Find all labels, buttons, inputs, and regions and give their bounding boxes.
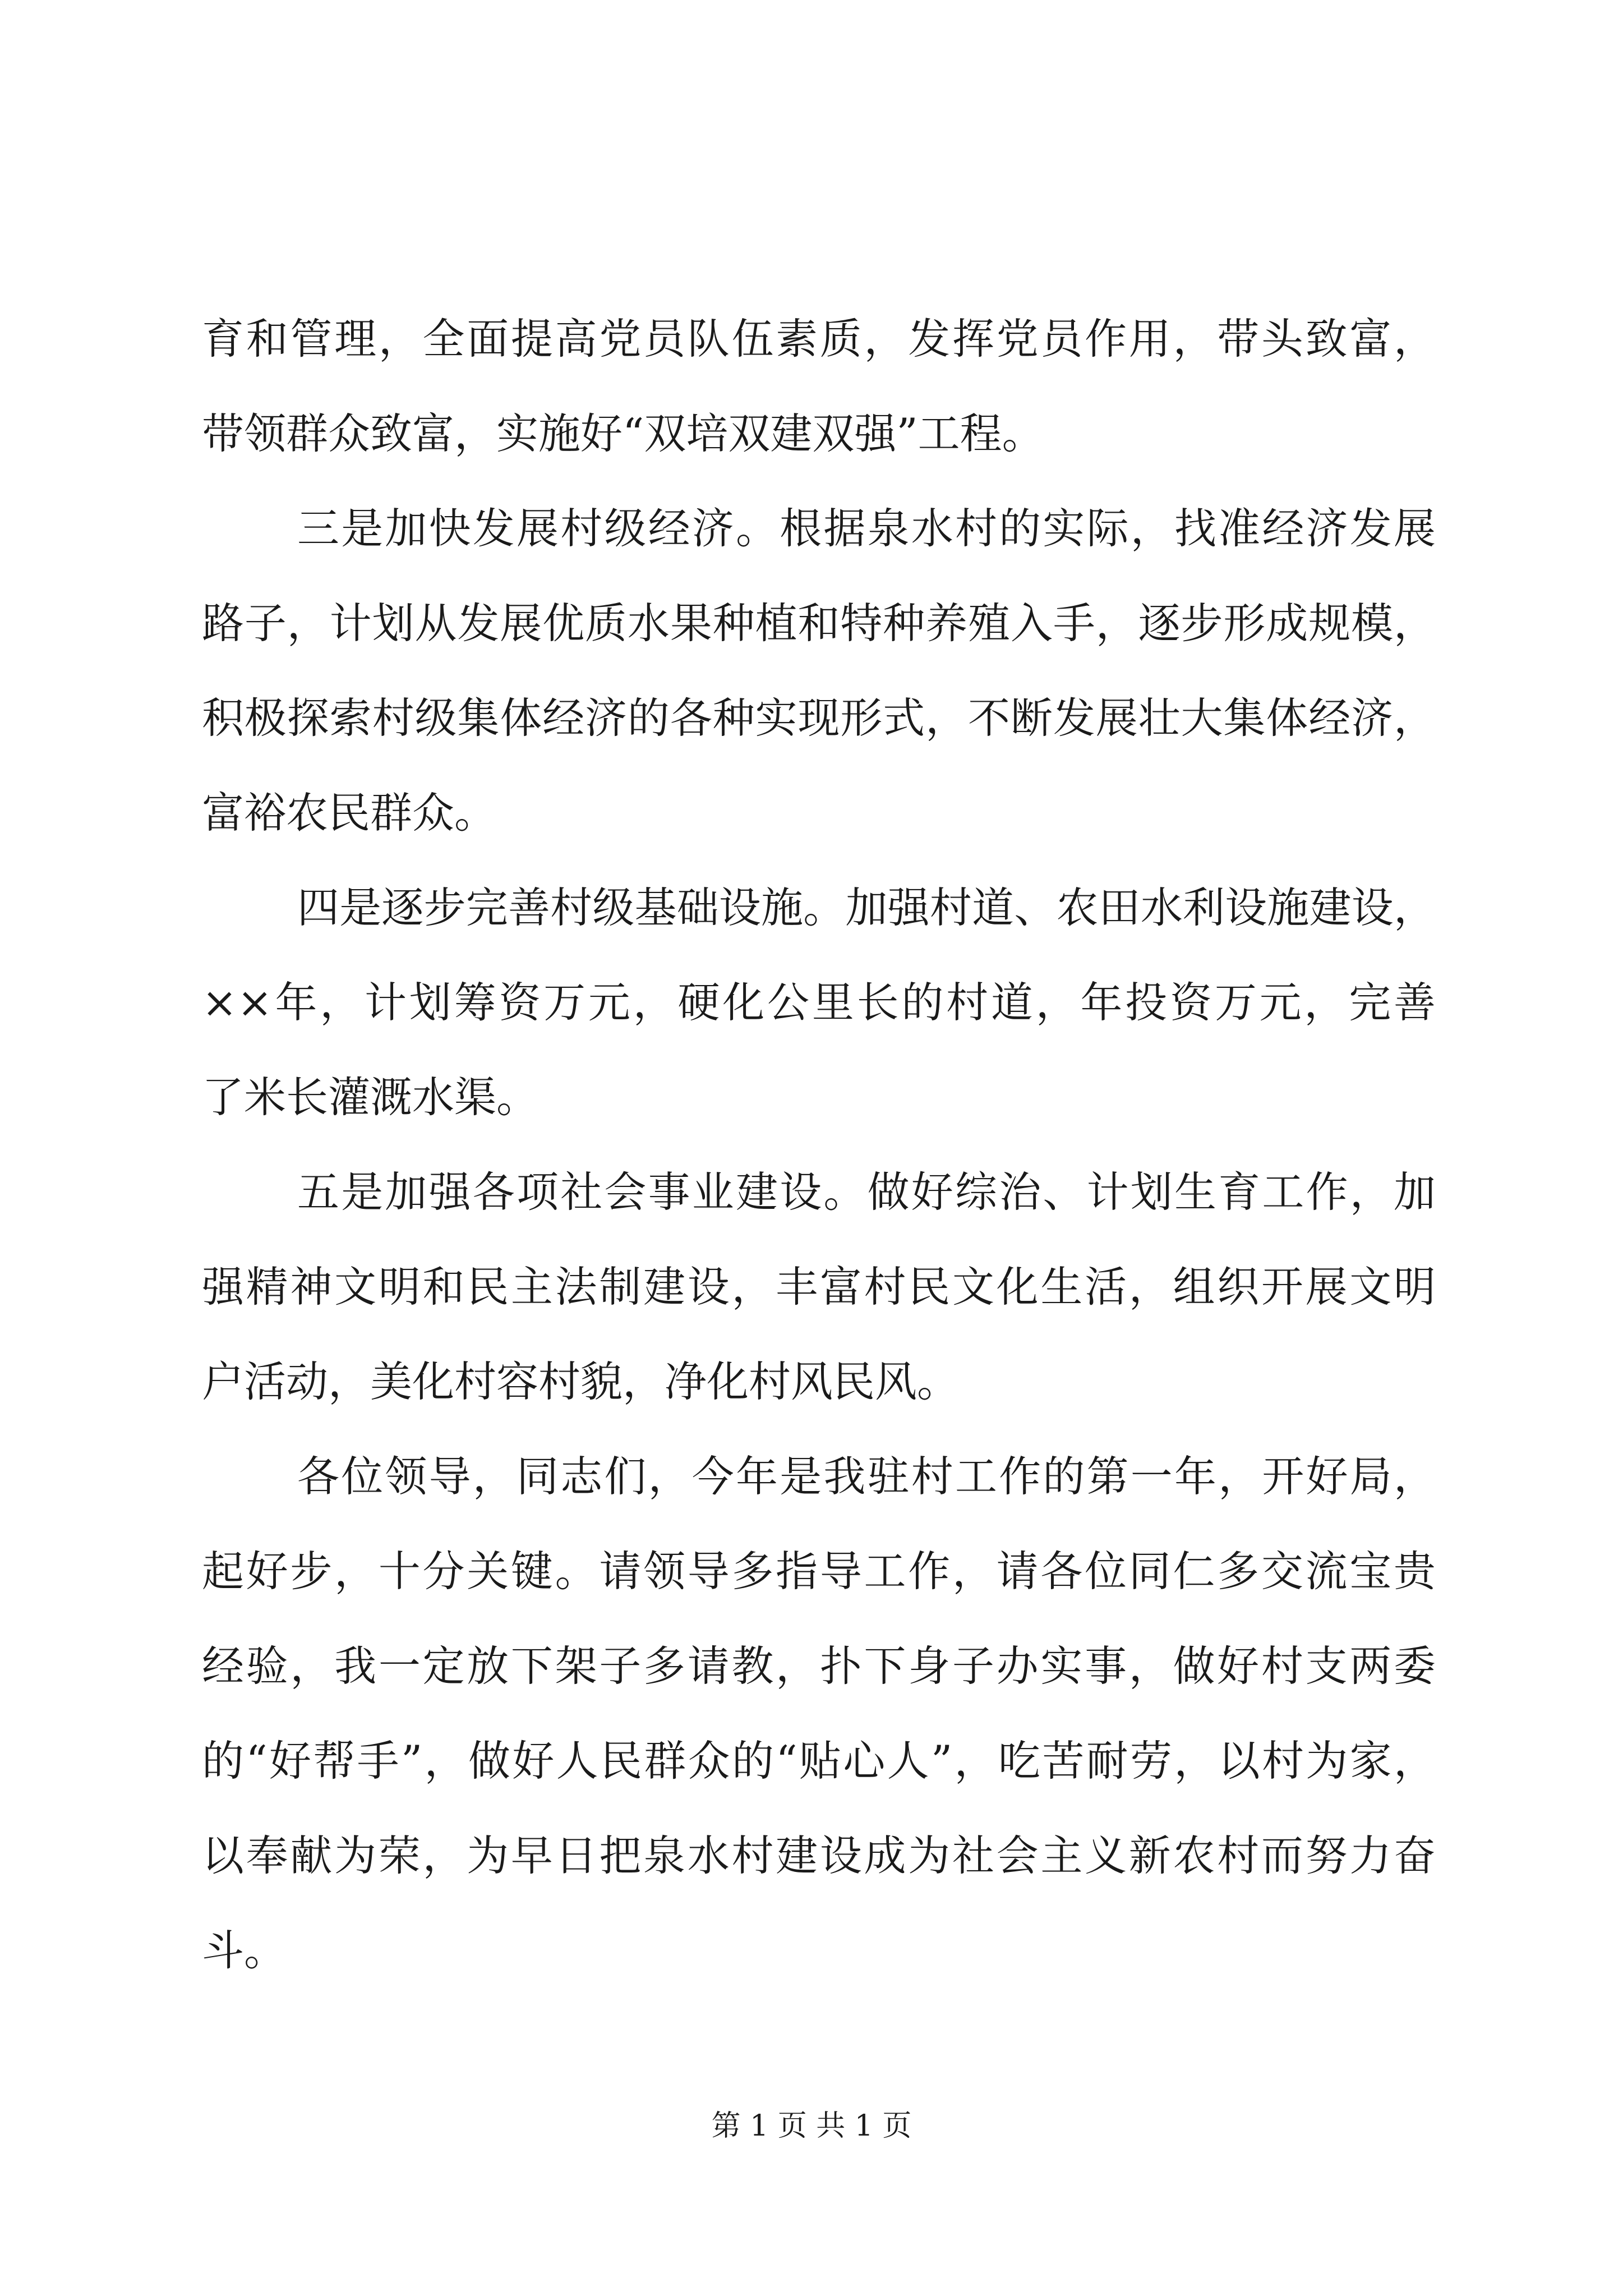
text-line: 经验，我一定放下架子多请教，扑下身子办实事，做好村支两委 bbox=[202, 1641, 1436, 1691]
text-line: 的“好帮手”，做好人民群众的“贴心人”，吃苦耐劳，以村为家， bbox=[202, 1736, 1436, 1786]
text-line: 起好步，十分关键。请领导多指导工作，请各位同仁多交流宝贵 bbox=[202, 1547, 1436, 1596]
text-line: 积极探索村级集体经济的各种实现形式，不断发展壮大集体经济， bbox=[202, 693, 1436, 743]
document-body bbox=[202, 292, 1436, 1998]
paragraph bbox=[202, 1429, 1436, 1998]
text-line: 以奉献为荣，为早日把泉水村建设成为社会主义新农村而努力奋 bbox=[202, 1831, 1436, 1880]
text-line: ××年，计划筹资万元，硬化公里长的村道，年投资万元，完善 bbox=[202, 978, 1436, 1027]
page-number-footer: 第 1 页 共 1 页 bbox=[711, 2109, 912, 2143]
text-line: 路子，计划从发展优质水果种植和特种养殖入手，逐步形成规模， bbox=[202, 599, 1436, 648]
paragraph bbox=[202, 292, 1436, 481]
text-line: 四是逐步完善村级基础设施。加强村道、农田水利设施建设， bbox=[297, 883, 1436, 932]
text-line: 育和管理，全面提高党员队伍素质，发挥党员作用，带头致富， bbox=[202, 314, 1436, 364]
text-line: 强精神文明和民主法制建设，丰富村民文化生活，组织开展文明 bbox=[202, 1262, 1436, 1312]
text-line: 了米长灌溉水渠。 bbox=[202, 1073, 539, 1122]
text-line: 斗。 bbox=[202, 1926, 287, 1975]
paragraph bbox=[202, 1145, 1436, 1429]
paragraph bbox=[202, 861, 1436, 1145]
text-line: 户活动，美化村容村貌，净化村风民风。 bbox=[202, 1357, 960, 1406]
paragraph bbox=[202, 481, 1436, 861]
text-line: 各位领导，同志们，今年是我驻村工作的第一年，开好局， bbox=[297, 1452, 1436, 1501]
text-line: 富裕农民群众。 bbox=[202, 788, 497, 838]
text-line: 带领群众致富，实施好“双培双建双强”工程。 bbox=[202, 409, 1044, 458]
text-line: 三是加快发展村级经济。根据泉水村的实际，找准经济发展 bbox=[297, 504, 1436, 553]
text-line: 五是加强各项社会事业建设。做好综治、计划生育工作，加 bbox=[297, 1167, 1436, 1217]
